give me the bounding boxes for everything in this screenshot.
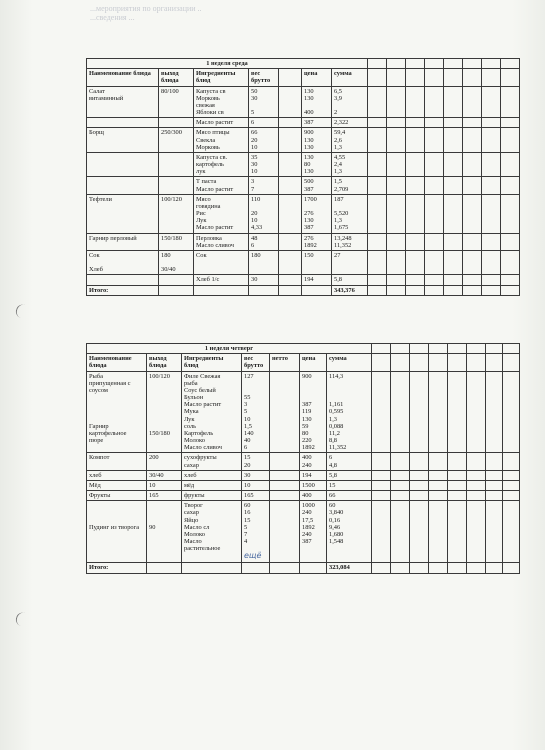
net-cell — [270, 453, 300, 470]
ingredient-list: Т паста Масло растит — [194, 177, 249, 194]
dish-name: Сок Хлеб — [87, 250, 159, 275]
empty-cell — [467, 470, 486, 480]
price-list: 900 130 130 — [302, 128, 332, 153]
dish-name: Пудинг из творога — [87, 501, 147, 563]
price-list: 400 — [300, 491, 327, 501]
total-label: Итого: — [87, 563, 147, 573]
empty-cell — [406, 152, 425, 177]
weight-list: 48 6 — [249, 233, 279, 250]
weight-list: 35 30 10 — [249, 152, 279, 177]
empty-cell — [486, 371, 503, 453]
price-list: 1700 276 130 387 — [302, 194, 332, 233]
net-cell — [279, 177, 302, 194]
header-price: цена — [302, 69, 332, 86]
empty-cell — [486, 453, 503, 470]
empty-cell — [463, 128, 482, 153]
empty-cell — [444, 250, 463, 275]
sum-list: 4,55 2,4 1,3 — [332, 152, 368, 177]
dish-name — [87, 275, 159, 285]
empty-cell — [425, 128, 444, 153]
dish-yield: 250/300 — [159, 128, 194, 153]
price-list: 500 387 — [302, 177, 332, 194]
empty-cell — [503, 491, 520, 501]
header-sum: сумма — [327, 354, 372, 371]
empty-cell — [406, 86, 425, 118]
weight-list: 30 — [242, 470, 270, 480]
empty-cell — [486, 501, 503, 563]
weight-list: 50 30 5 — [249, 86, 279, 118]
table-row — [87, 194, 520, 233]
net-cell — [279, 118, 302, 128]
empty-cell — [501, 194, 520, 233]
empty-cell — [429, 501, 448, 563]
weight-list: 10 — [242, 480, 270, 490]
empty-cell — [429, 470, 448, 480]
net-cell — [279, 152, 302, 177]
empty-cell — [503, 480, 520, 490]
empty-cell — [425, 86, 444, 118]
empty-cell — [429, 480, 448, 490]
empty-cell — [467, 371, 486, 453]
empty-cell — [425, 194, 444, 233]
table-row — [87, 86, 520, 118]
empty-cell — [391, 371, 410, 453]
empty-cell — [503, 453, 520, 470]
empty-cell — [482, 177, 501, 194]
table-row — [87, 250, 520, 275]
empty-cell — [406, 233, 425, 250]
sum-list: 27 — [332, 250, 368, 275]
dish-name: Салат витаминный — [87, 86, 159, 118]
empty-cell — [372, 453, 391, 470]
table-row — [87, 233, 520, 250]
empty-cell — [372, 371, 391, 453]
empty-cell — [387, 177, 406, 194]
empty-cell — [425, 118, 444, 128]
sum-list: 2,322 — [332, 118, 368, 128]
price-list: 400 240 — [300, 453, 327, 470]
empty-cell — [463, 118, 482, 128]
price-list: 194 — [302, 275, 332, 285]
empty-cell — [482, 86, 501, 118]
empty-cell — [429, 491, 448, 501]
price-list: 276 1892 — [302, 233, 332, 250]
empty-cell — [410, 470, 429, 480]
empty-cell — [368, 86, 387, 118]
empty-cell — [429, 371, 448, 453]
sum-list: 187 5,520 1,3 1,675 — [332, 194, 368, 233]
empty-cell — [406, 194, 425, 233]
empty-cell — [372, 501, 391, 563]
empty-cell — [368, 275, 387, 285]
header-price: цена — [300, 354, 327, 371]
dish-name: Гарнир перловый — [87, 233, 159, 250]
header-net: нетто — [270, 354, 300, 371]
empty-cell — [467, 501, 486, 563]
total-value: 343,376 — [332, 285, 368, 295]
net-cell — [279, 250, 302, 275]
sum-list: 5,8 — [332, 275, 368, 285]
weight-list: 110 20 10 4,33 — [249, 194, 279, 233]
table-row — [87, 501, 520, 563]
header-yield: выход блюда — [159, 69, 194, 86]
empty-cell — [486, 470, 503, 480]
empty-cell — [444, 152, 463, 177]
empty-cell — [387, 86, 406, 118]
empty-cell — [368, 128, 387, 153]
table-row — [87, 491, 520, 501]
empty-cell — [368, 152, 387, 177]
ingredient-list: Перловка Масло сливоч — [194, 233, 249, 250]
empty-cell — [501, 86, 520, 118]
empty-cell — [467, 480, 486, 490]
ingredient-list: Мясо птицы Свекла Морковь — [194, 128, 249, 153]
empty-cell — [444, 177, 463, 194]
ingredient-list: Хлеб 1/с — [194, 275, 249, 285]
price-list: 900 387 119 130 59 80 220 1892 — [300, 371, 327, 453]
empty-cell — [391, 470, 410, 480]
day-title: 1 неделя четверг — [87, 344, 372, 354]
bleed-through-text: ...мероприятия по организации .. ...сведения ... — [90, 4, 202, 22]
handwritten-note: ещё — [244, 551, 262, 561]
empty-cell — [368, 118, 387, 128]
header-ingredients: Ингредиенты блюд — [182, 354, 242, 371]
price-list: 1000 240 17,5 1892 240 387 — [300, 501, 327, 563]
empty-cell — [444, 233, 463, 250]
empty-cell — [387, 128, 406, 153]
header-name: Наименование блюда — [87, 69, 159, 86]
empty-cell — [482, 128, 501, 153]
empty-cell — [463, 194, 482, 233]
table-row — [87, 128, 520, 153]
dish-name — [87, 118, 159, 128]
dish-yield: 200 — [147, 453, 182, 470]
table-row — [87, 118, 520, 128]
net-cell — [279, 275, 302, 285]
price-list: 387 — [302, 118, 332, 128]
empty-cell — [482, 275, 501, 285]
net-cell — [279, 194, 302, 233]
price-list: 150 — [302, 250, 332, 275]
empty-cell — [444, 194, 463, 233]
empty-cell — [482, 250, 501, 275]
dish-name: Фрукты — [87, 491, 147, 501]
weight-list: 3 7 — [249, 177, 279, 194]
net-cell — [279, 233, 302, 250]
header-name: Наименование блюда — [87, 354, 147, 371]
empty-cell — [503, 470, 520, 480]
empty-cell — [501, 275, 520, 285]
weight-list: 127 55 3 5 10 1,5 140 40 6 — [242, 371, 270, 453]
dish-yield — [159, 152, 194, 177]
empty-cell — [372, 480, 391, 490]
empty-cell — [406, 177, 425, 194]
header-weight: вес брутто — [242, 354, 270, 371]
dish-name — [87, 152, 159, 177]
ingredient-list: хлеб — [182, 470, 242, 480]
empty-cell — [501, 128, 520, 153]
empty-cell — [406, 118, 425, 128]
sum-list: 6 4,8 — [327, 453, 372, 470]
dish-yield: 80/100 — [159, 86, 194, 118]
empty-cell — [482, 233, 501, 250]
ingredient-list: Капуста св. картофель лук — [194, 152, 249, 177]
table-row — [87, 152, 520, 177]
ingredient-list: Сок — [194, 250, 249, 275]
empty-cell — [368, 177, 387, 194]
weight-list: 66 20 10 — [249, 128, 279, 153]
empty-cell — [410, 480, 429, 490]
dish-yield: 90 — [147, 501, 182, 563]
dish-name: Рыба припущенная с соусом Гарнир картофельное пюре — [87, 371, 147, 453]
table-row — [87, 480, 520, 490]
empty-cell — [387, 194, 406, 233]
weight-list: 6 — [249, 118, 279, 128]
header-ingredients: Ингредиенты блюд — [194, 69, 249, 86]
empty-cell — [387, 118, 406, 128]
empty-cell — [501, 152, 520, 177]
empty-cell — [372, 491, 391, 501]
table-row — [87, 453, 520, 470]
price-list: 130 130 400 — [302, 86, 332, 118]
empty-cell — [387, 250, 406, 275]
net-cell — [279, 86, 302, 118]
dish-yield: 10 — [147, 480, 182, 490]
dish-yield — [159, 275, 194, 285]
dish-yield: 150/180 — [159, 233, 194, 250]
table-row — [87, 371, 520, 453]
empty-cell — [425, 250, 444, 275]
empty-cell — [372, 470, 391, 480]
empty-cell — [368, 194, 387, 233]
empty-cell — [503, 371, 520, 453]
ingredient-list: Творог сахар Яйцо Масло сл Молоко Масло растительное — [182, 501, 242, 563]
dish-name: Компот — [87, 453, 147, 470]
dish-yield: 180 30/40 — [159, 250, 194, 275]
empty-cell — [444, 86, 463, 118]
empty-cell — [429, 453, 448, 470]
dish-yield: 100/120 150/180 — [147, 371, 182, 453]
empty-cell — [410, 491, 429, 501]
empty-cell — [448, 371, 467, 453]
empty-cell — [463, 233, 482, 250]
dish-yield: 100/120 — [159, 194, 194, 233]
ingredient-list: Мясо говядина Рис Лук Масло растит — [194, 194, 249, 233]
empty-cell — [482, 152, 501, 177]
empty-cell — [410, 371, 429, 453]
ingredient-list: Капуста св Морковь свежая Яблоки св — [194, 86, 249, 118]
empty-cell — [463, 152, 482, 177]
menu-table-wednesday — [86, 58, 520, 296]
day-title: 1 неделя среда — [87, 59, 368, 69]
empty-cell — [463, 177, 482, 194]
dish-name: Борщ — [87, 128, 159, 153]
empty-cell — [387, 275, 406, 285]
price-list: 130 80 130 — [302, 152, 332, 177]
empty-cell — [406, 250, 425, 275]
empty-cell — [425, 152, 444, 177]
sum-list: 59,4 2,6 1,3 — [332, 128, 368, 153]
dish-name: хлеб — [87, 470, 147, 480]
net-cell — [270, 480, 300, 490]
header-yield: выход блюда — [147, 354, 182, 371]
sum-list: 6,5 3,9 2 — [332, 86, 368, 118]
ingredient-list: фрукты — [182, 491, 242, 501]
net-cell — [270, 491, 300, 501]
empty-cell — [501, 233, 520, 250]
sum-list: 13,248 11,352 — [332, 233, 368, 250]
empty-cell — [425, 275, 444, 285]
empty-cell — [410, 501, 429, 563]
weight-list: 60 16 15 5 7 4 ещё — [242, 501, 270, 563]
empty-cell — [391, 453, 410, 470]
empty-cell — [368, 233, 387, 250]
total-label: Итого: — [87, 285, 159, 295]
empty-cell — [486, 491, 503, 501]
empty-cell — [410, 453, 429, 470]
empty-cell — [503, 501, 520, 563]
empty-cell — [463, 275, 482, 285]
empty-cell — [448, 480, 467, 490]
empty-cell — [387, 233, 406, 250]
net-cell — [279, 128, 302, 153]
total-value: 323,084 — [327, 563, 372, 573]
dish-yield: 30/40 — [147, 470, 182, 480]
empty-cell — [467, 491, 486, 501]
ingredient-list: сухофрукты сахар — [182, 453, 242, 470]
weight-list: 15 20 — [242, 453, 270, 470]
weight-list: 180 — [249, 250, 279, 275]
empty-cell — [387, 152, 406, 177]
menu-table-thursday — [86, 343, 520, 574]
empty-cell — [444, 275, 463, 285]
empty-cell — [486, 480, 503, 490]
dish-name: Тефтели — [87, 194, 159, 233]
price-list: 1500 — [300, 480, 327, 490]
sum-list: 5,8 — [327, 470, 372, 480]
empty-cell — [444, 128, 463, 153]
ingredient-list: мёд — [182, 480, 242, 490]
dish-yield: 165 — [147, 491, 182, 501]
empty-cell — [501, 177, 520, 194]
ingredient-list: Масло растит — [194, 118, 249, 128]
dish-name — [87, 177, 159, 194]
price-list: 194 — [300, 470, 327, 480]
net-cell — [270, 501, 300, 563]
net-cell — [270, 470, 300, 480]
table-row — [87, 275, 520, 285]
weight-list: 30 — [249, 275, 279, 285]
header-sum: сумма — [332, 69, 368, 86]
dish-name: Мёд — [87, 480, 147, 490]
empty-cell — [406, 275, 425, 285]
empty-cell — [425, 233, 444, 250]
empty-cell — [501, 250, 520, 275]
empty-cell — [391, 480, 410, 490]
empty-cell — [406, 128, 425, 153]
empty-cell — [448, 453, 467, 470]
empty-cell — [448, 501, 467, 563]
empty-cell — [448, 491, 467, 501]
header-weight: вес брутто — [249, 69, 279, 86]
ingredient-list: Филе Свежая рыба Соус белый Бульон Масло растит Мука Лук соль Картофель Молоко Масло сливоч — [182, 371, 242, 453]
dish-yield — [159, 177, 194, 194]
empty-cell — [425, 177, 444, 194]
empty-cell — [391, 501, 410, 563]
empty-cell — [463, 250, 482, 275]
dish-yield — [159, 118, 194, 128]
sum-list: 60 3,840 0,16 9,46 1,680 1,548 — [327, 501, 372, 563]
net-cell — [270, 371, 300, 453]
weight-list: 165 — [242, 491, 270, 501]
sum-list: 15 — [327, 480, 372, 490]
empty-cell — [463, 86, 482, 118]
empty-cell — [391, 491, 410, 501]
sum-list: 66 — [327, 491, 372, 501]
empty-cell — [467, 453, 486, 470]
table-row — [87, 177, 520, 194]
table-row — [87, 470, 520, 480]
empty-cell — [448, 470, 467, 480]
empty-cell — [368, 250, 387, 275]
sum-list: 1,5 2,709 — [332, 177, 368, 194]
empty-cell — [501, 118, 520, 128]
sum-list: 114,3 1,161 0,595 1,3 0,088 11,2 8,8 11,352 — [327, 371, 372, 453]
empty-cell — [482, 118, 501, 128]
empty-cell — [444, 118, 463, 128]
empty-cell — [482, 194, 501, 233]
